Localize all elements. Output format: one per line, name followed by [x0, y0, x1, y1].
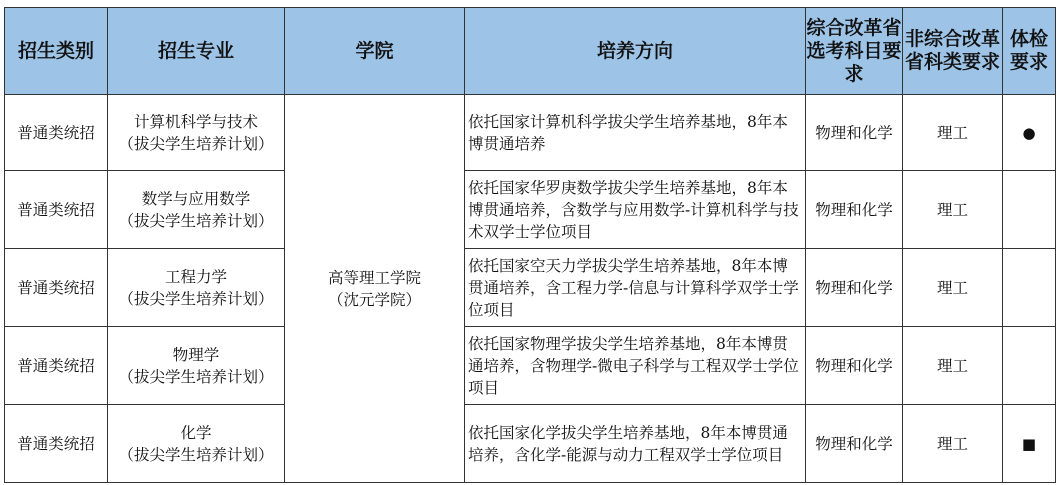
header-nonreform-subjects: 非综合改革省科类要求 [903, 8, 1003, 95]
major-cell [108, 249, 285, 327]
reform-subjects-cell: 物理和化学 [806, 327, 903, 405]
college-cell [285, 95, 465, 483]
table-row [5, 249, 1056, 327]
college-name: 高等理工学院 [327, 268, 421, 287]
major-note: （拔尖学生培养计划） [118, 211, 274, 230]
major-cell [108, 95, 285, 171]
major-name: 化学 [180, 423, 212, 442]
header-category: 招生类别 [5, 8, 108, 95]
major-note: （拔尖学生培养计划） [118, 289, 274, 308]
table-row [5, 171, 1056, 249]
college-alias: （沈元学院） [327, 290, 421, 309]
nonreform-subjects-cell: 理工 [903, 95, 1003, 171]
major-name: 计算机科学与技术 [133, 112, 258, 131]
header-row [5, 8, 1056, 95]
category-cell: 普通类统招 [5, 405, 108, 483]
major-cell [108, 405, 285, 483]
header-direction: 培养方向 [465, 8, 806, 95]
table-row [5, 327, 1056, 405]
major-note: （拔尖学生培养计划） [118, 445, 274, 464]
direction-cell: 依托国家计算机科学拔尖学生培养基地，8年本博贯通培养 [465, 95, 806, 171]
major-cell [108, 171, 285, 249]
physical-exam-cell [1003, 249, 1056, 327]
category-cell: 普通类统招 [5, 95, 108, 171]
physical-exam-cell [1003, 171, 1056, 249]
physical-exam-cell [1003, 327, 1056, 405]
physical-exam-cell: ■ [1003, 405, 1056, 483]
nonreform-subjects-cell: 理工 [903, 405, 1003, 483]
major-name: 物理学 [172, 345, 220, 364]
table-row [5, 95, 1056, 171]
direction-cell: 依托国家化学拔尖学生培养基地，8年本博贯通培养，含化学-能源与动力工程双学士学位项目 [465, 405, 806, 483]
reform-subjects-cell: 物理和化学 [806, 405, 903, 483]
nonreform-subjects-cell: 理工 [903, 171, 1003, 249]
table-row [5, 405, 1056, 483]
category-cell: 普通类统招 [5, 327, 108, 405]
header-physical-exam: 体检要求 [1003, 8, 1056, 95]
direction-cell: 依托国家空天力学拔尖学生培养基地，8年本博贯通培养，含工程力学-信息与计算科学双学士学位项目 [465, 249, 806, 327]
header-major: 招生专业 [108, 8, 285, 95]
reform-subjects-cell: 物理和化学 [806, 249, 903, 327]
major-name: 工程力学 [164, 267, 227, 286]
direction-cell: 依托国家华罗庚数学拔尖学生培养基地，8年本博贯通培养，含数学与应用数学-计算机科学与技术双学士学位项目 [465, 171, 806, 249]
reform-subjects-cell: 物理和化学 [806, 171, 903, 249]
header-reform-subjects: 综合改革省选考科目要求 [806, 8, 903, 95]
header-college: 学院 [285, 8, 465, 95]
reform-subjects-cell: 物理和化学 [806, 95, 903, 171]
major-note: （拔尖学生培养计划） [118, 134, 274, 153]
major-cell [108, 327, 285, 405]
major-note: （拔尖学生培养计划） [118, 367, 274, 386]
physical-exam-cell: ● [1003, 95, 1056, 171]
nonreform-subjects-cell: 理工 [903, 327, 1003, 405]
nonreform-subjects-cell: 理工 [903, 249, 1003, 327]
category-cell: 普通类统招 [5, 249, 108, 327]
admissions-table [4, 7, 1056, 483]
major-name: 数学与应用数学 [141, 189, 251, 208]
direction-cell: 依托国家物理学拔尖学生培养基地，8年本博贯通培养，含物理学-微电子科学与工程双学士学位项目 [465, 327, 806, 405]
category-cell: 普通类统招 [5, 171, 108, 249]
